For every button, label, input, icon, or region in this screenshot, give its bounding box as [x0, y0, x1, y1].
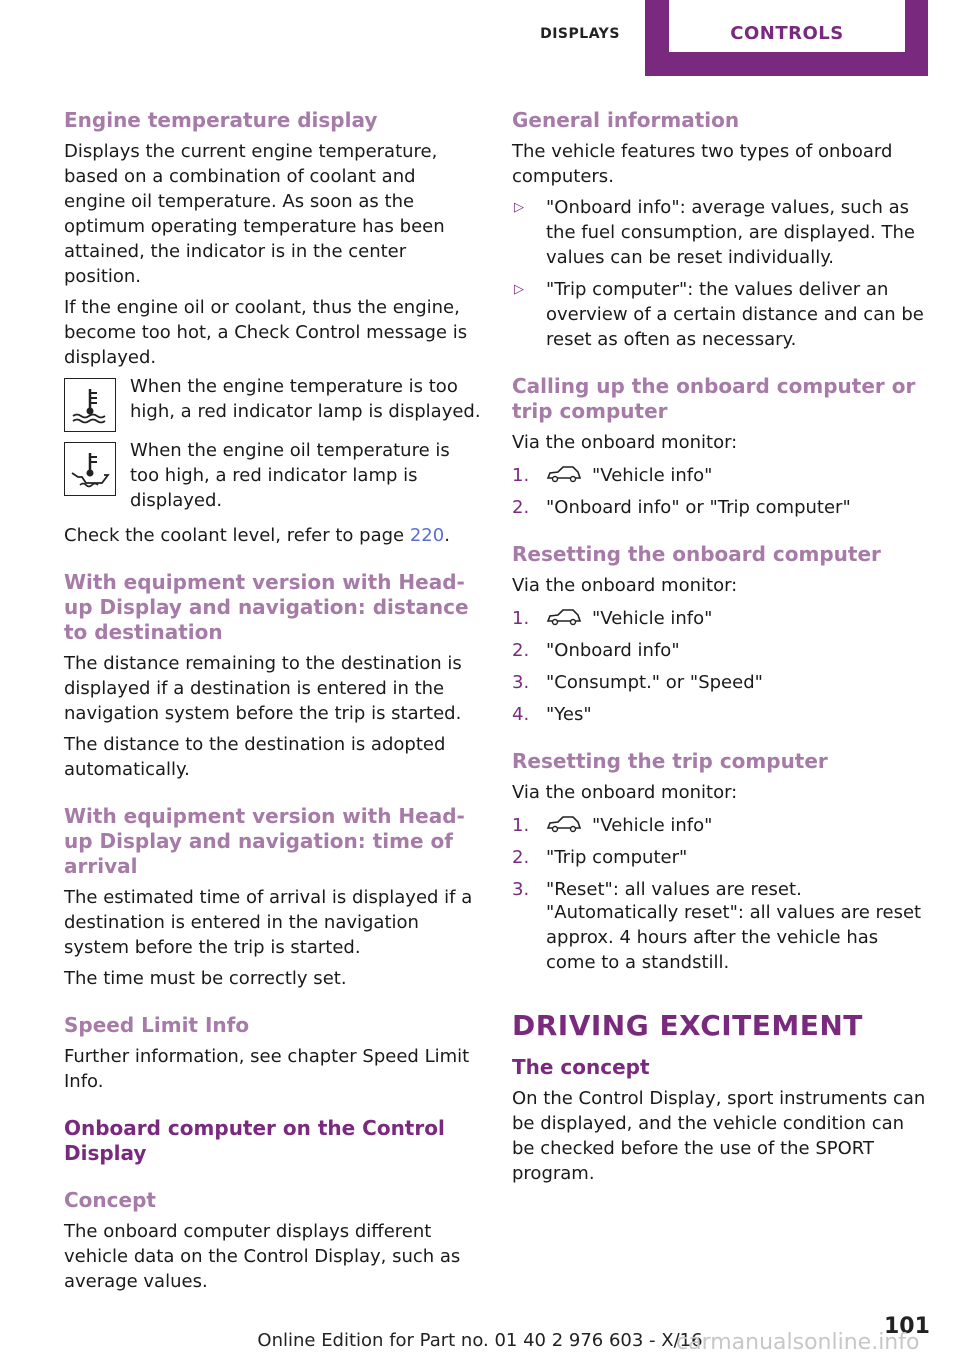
coolant-warning-text: When the engine temperature is too high, a red indicator lamp is displayed.	[130, 376, 481, 422]
oil-warning-text: When the engine oil temperature is too high, a red indicator lamp is displayed.	[130, 440, 450, 511]
calling-via-monitor: Via the onboard monitor:	[512, 432, 738, 453]
step-text: "Vehicle info"	[592, 608, 713, 629]
list-item	[512, 845, 930, 870]
triangle-bullet-icon: ▷	[514, 282, 524, 297]
list-item	[512, 638, 930, 663]
list-item	[512, 702, 930, 727]
speed-limit-heading: Speed Limit Info	[64, 1013, 250, 1037]
reset-onboard-via-monitor: Via the onboard monitor:	[512, 575, 738, 596]
step-number: 1.	[512, 465, 530, 486]
the-concept-paragraph: On the Control Display, sport instruments can be displayed, and the vehicle condition can be checked before the use of the SPORT program.	[512, 1088, 926, 1184]
step-number: 3.	[512, 672, 530, 693]
speed-limit-paragraph: Further information, see chapter Speed Limit Info.	[64, 1046, 470, 1092]
hud-distance-paragraph-1: The distance remaining to the destination is displayed if a destination is entered in the navigation system before the trip is started.	[64, 653, 462, 724]
car-icon	[546, 608, 582, 626]
step-text: "Reset": all values are reset.	[546, 879, 802, 900]
step-number: 2.	[512, 847, 530, 868]
page-220-link[interactable]: 220	[409, 525, 445, 546]
reset-trip-via-monitor: Via the onboard monitor:	[512, 782, 738, 803]
calling-up-heading: Calling up the onboard computer or trip computer	[512, 374, 916, 423]
oil-temperature-icon	[64, 442, 116, 496]
hud-time-paragraph-1: The estimated time of arrival is displayed if a destination is entered in the navigation system before the trip is started.	[64, 887, 473, 958]
step-text: "Yes"	[546, 704, 592, 725]
onboard-computer-heading: Onboard computer on the Control Display	[64, 1116, 445, 1165]
reset-trip-steps	[512, 813, 930, 975]
reset-onboard-heading: Resetting the onboard computer	[512, 542, 881, 566]
step-number: 3.	[512, 879, 530, 900]
calling-up-steps	[512, 463, 930, 520]
general-info-paragraph: The vehicle features two types of onboard computers.	[512, 141, 893, 187]
hud-time-heading: With equipment version with Head-up Display and navigation: time of arrival	[64, 804, 465, 878]
auto-reset-note: "Automatically reset": all values are reset approx. 4 hours after the vehicle has come to a standstill.	[546, 902, 922, 973]
list-item	[512, 813, 930, 838]
list-item	[512, 277, 930, 352]
step-text: "Onboard info"	[546, 640, 680, 661]
page-number: 101	[884, 1314, 930, 1339]
edition-footer: Online Edition for Part no. 01 40 2 976 603 - X/16	[257, 1330, 703, 1351]
triangle-bullet-icon: ▷	[514, 200, 524, 215]
list-item	[512, 606, 930, 631]
concept-paragraph: The onboard computer displays different vehicle data on the Control Display, such as average values.	[64, 1221, 461, 1292]
section-label: DISPLAYS	[540, 26, 620, 42]
driving-excitement-heading: DRIVING EXCITEMENT	[512, 1009, 863, 1042]
reset-onboard-steps	[512, 606, 930, 727]
computer-types-list	[512, 195, 930, 352]
step-text: "Consumpt." or "Speed"	[546, 672, 763, 693]
step-text: "Trip computer"	[546, 847, 688, 868]
right-column	[512, 108, 930, 1192]
list-item-text: "Onboard info": average values, such as the fuel consumption, are displayed. The values can be reset individually.	[546, 197, 915, 268]
coolant-reference-text: Check the coolant level, refer to page	[64, 525, 410, 546]
step-number: 1.	[512, 815, 530, 836]
list-item	[512, 877, 930, 975]
step-number: 4.	[512, 704, 530, 725]
watermark: carmanualsonline.info	[676, 1330, 920, 1355]
list-item	[512, 463, 930, 488]
car-icon	[546, 465, 582, 483]
the-concept-heading: The concept	[512, 1055, 650, 1079]
coolant-temperature-icon	[64, 378, 116, 432]
step-number: 2.	[512, 640, 530, 661]
step-text: "Vehicle info"	[592, 465, 713, 486]
step-number: 2.	[512, 497, 530, 518]
chapter-tab	[645, 0, 928, 76]
reset-trip-heading: Resetting the trip computer	[512, 749, 828, 773]
engine-temp-heading: Engine temperature display	[64, 108, 378, 132]
hud-distance-paragraph-2: The distance to the destination is adopted automatically.	[64, 734, 446, 780]
hud-time-paragraph-2: The time must be correctly set.	[64, 968, 347, 989]
step-text: "Vehicle info"	[592, 815, 713, 836]
list-item	[512, 670, 930, 695]
list-item	[512, 195, 930, 270]
step-text: "Onboard info" or "Trip computer"	[546, 497, 851, 518]
step-number: 1.	[512, 608, 530, 629]
engine-temp-paragraph-2: If the engine oil or coolant, thus the engine, become too hot, a Check Control message is displayed.	[64, 297, 468, 368]
coolant-temp-warning	[64, 378, 482, 432]
list-item	[512, 495, 930, 520]
list-item-text: "Trip computer": the values deliver an overview of a certain distance and can be reset as often as necessary.	[546, 279, 924, 350]
general-info-heading: General information	[512, 108, 740, 132]
concept-heading: Concept	[64, 1188, 156, 1212]
chapter-tab-label: CONTROLS	[669, 0, 905, 52]
oil-temp-warning	[64, 442, 482, 513]
car-icon	[546, 815, 582, 833]
hud-distance-heading: With equipment version with Head-up Display and navigation: distance to destination	[64, 570, 469, 644]
engine-temp-paragraph-1: Displays the current engine temperature, based on a combination of coolant and engine oil temperature. As soon as the optimum operating temperature has been attained, the indicator is in the center position.	[64, 141, 445, 287]
page-header	[0, 0, 960, 80]
coolant-reference: Check the coolant level, refer to page 220.	[64, 525, 450, 546]
left-column	[64, 108, 482, 1300]
